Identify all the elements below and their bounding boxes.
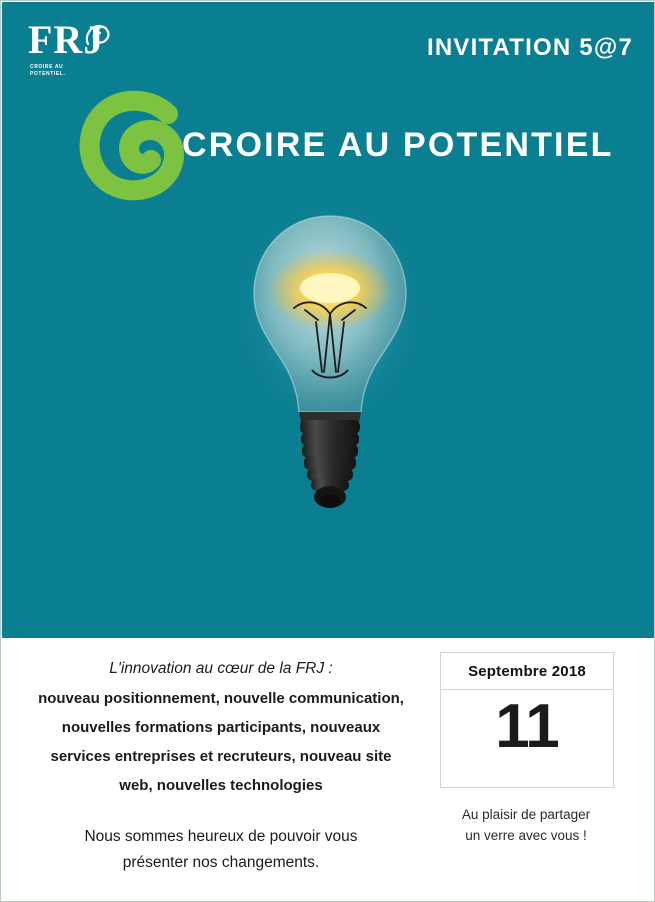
message-block <box>12 656 430 876</box>
date-day: 11 <box>495 692 559 761</box>
message-closing-line-1: Nous sommes heureux de pouvoir vous <box>84 828 358 845</box>
frj-swirl-icon <box>82 22 112 52</box>
frj-logo-tagline: CROIRE AU POTENTIEL. <box>30 64 66 77</box>
slogan-text: CROIRE AU POTENTIEL <box>182 126 614 164</box>
message-spacer <box>12 800 430 824</box>
date-card <box>440 652 614 788</box>
message-bold-line-2: nouvelles formations participants, nouveaux <box>61 719 381 736</box>
light-bulb-icon <box>230 202 430 542</box>
message-bold-line-1: nouveau positionnement, nouvelle communication, <box>38 690 404 707</box>
message-intro: L'innovation au cœur de la FRJ : <box>109 660 333 677</box>
message-closing-line-2: présenter nos changements. <box>122 854 320 871</box>
invitation-label: INVITATION 5@7 <box>427 34 633 61</box>
footer-note-line-2: un verre avec vous ! <box>465 828 587 843</box>
date-month: Septembre 2018 <box>468 663 586 680</box>
green-swirl-icon <box>72 88 196 206</box>
footer-note-line-1: Au plaisir de partager <box>461 807 591 822</box>
frj-logo <box>28 17 124 82</box>
frj-logo-letters: FRJ <box>28 17 105 62</box>
message-bold-line-4: web, nouvelles technologies <box>119 777 323 794</box>
slogan-row <box>72 88 632 208</box>
footer-note <box>440 804 612 846</box>
message-bold-line-3: services entreprises et recruteurs, nouveau site <box>50 748 392 765</box>
bottom-section <box>2 638 655 902</box>
hero-section <box>2 2 655 638</box>
